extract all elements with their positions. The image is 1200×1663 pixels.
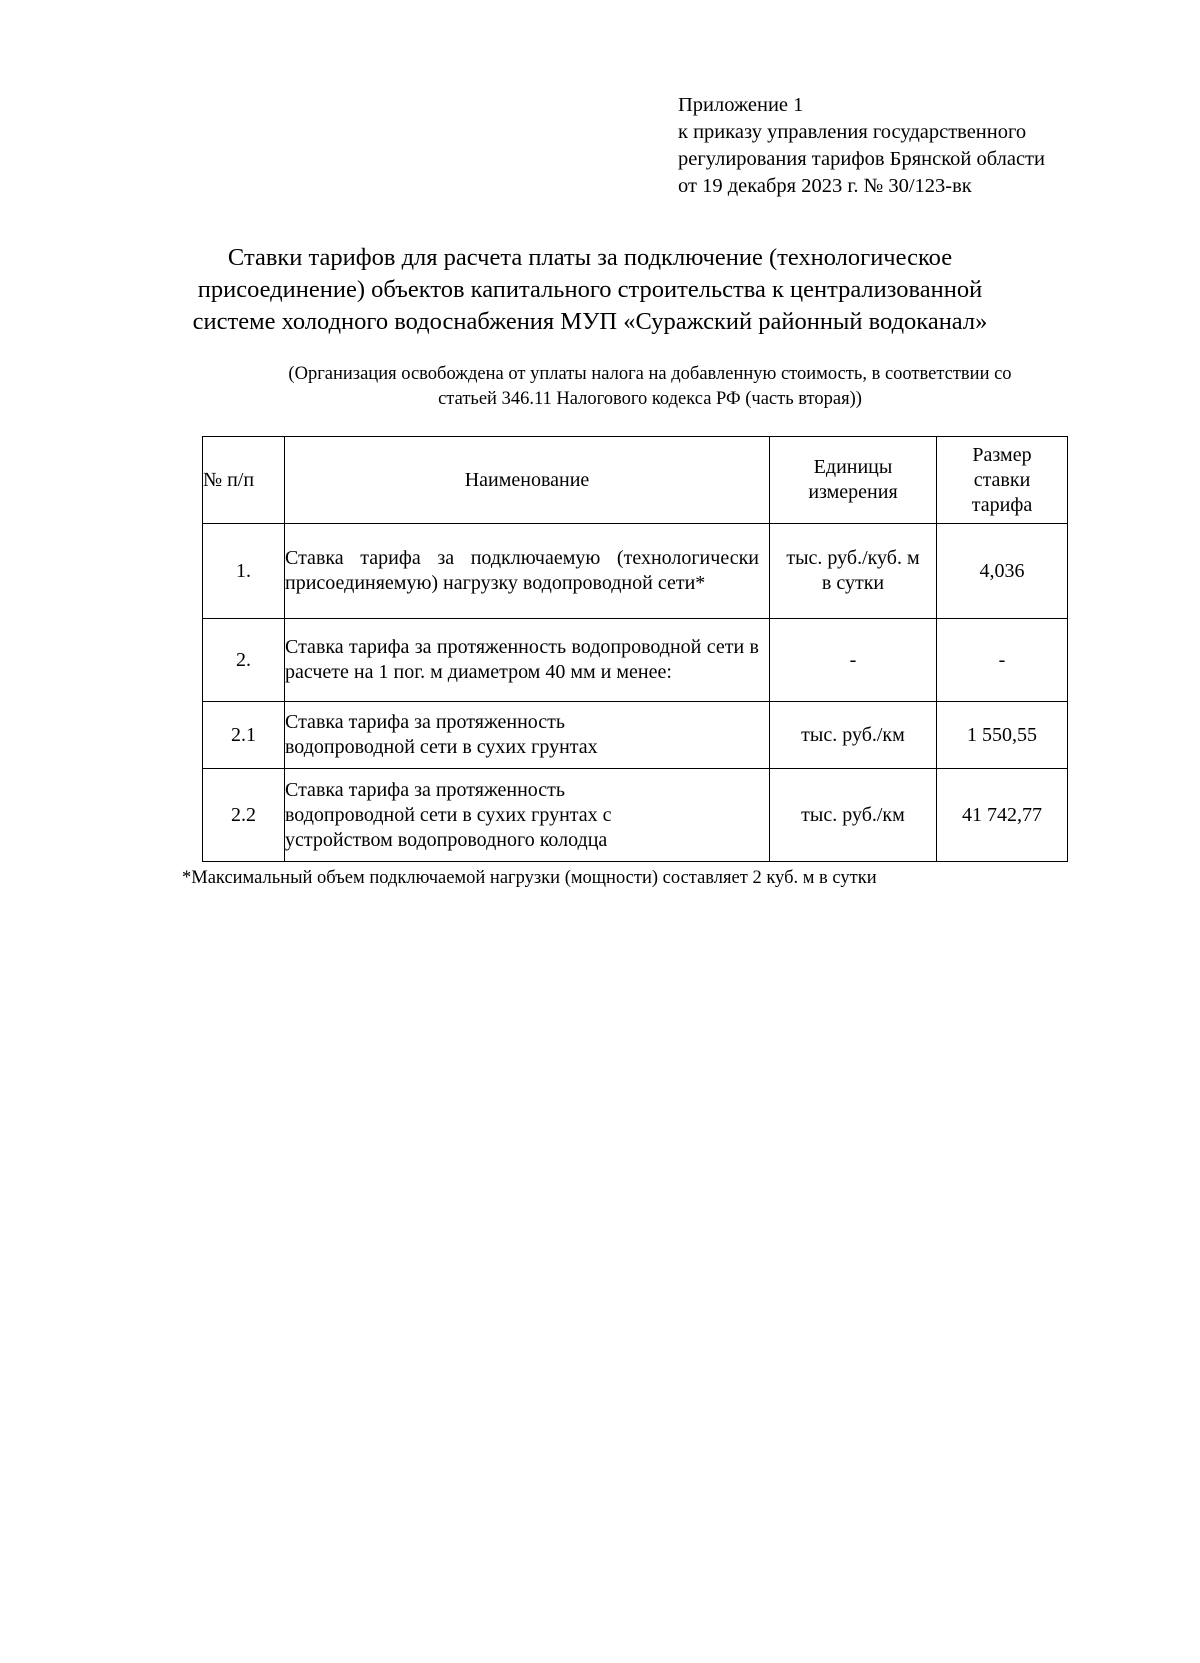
table-header-row [203,437,1068,524]
row-name-line-2: водопроводной сети в сухих грунтах [285,736,598,758]
table-row [203,524,1068,619]
header-value-line-1: Размер [972,443,1032,466]
row-unit: тыс. руб./км [770,702,937,769]
row-name-line-3: устройством водопроводного колодца [285,828,608,851]
title-line-3: системе холодного водоснабжения МУП «Суражский районный водоканал» [192,308,988,335]
row-unit-line-2: в сутки [821,572,885,594]
row-unit [770,524,937,619]
header-value [937,437,1068,524]
row-unit: - [770,619,937,702]
title-line-1: Ставки тарифов для расчета платы за подключение (технологическое [227,244,953,271]
row-name-line-1: Ставка тарифа за протяженность [285,711,566,733]
row-name [285,702,770,769]
table-row [203,769,1068,862]
table-row [203,702,1068,769]
row-value: 4,036 [937,524,1068,619]
appendix-line-3: регулирования тарифов Брянской области [678,148,1045,170]
row-unit: тыс. руб./км [770,769,937,862]
row-value: 1 550,55 [937,702,1068,769]
vat-note-line-1: (Организация освобождена от уплаты налога на добавленную стоимость, в соответствии со [288,364,1012,384]
row-num: 2.2 [203,769,285,862]
header-value-line-2: ставки [973,468,1031,491]
row-value: - [937,619,1068,702]
row-name: Ставка тарифа за протяженность водопроводной сети в расчете на 1 пог. м диаметром 40 мм и менее: [285,619,770,702]
title-line-2: присоединение) объектов капитального строительства к централизованной [197,276,983,303]
row-value: 41 742,77 [937,769,1068,862]
appendix-line-4: от 19 декабря 2023 г. № 30/123-вк [678,175,972,197]
table-row [203,619,1068,702]
vat-note [230,362,1070,412]
footnote: *Максимальный объем подключаемой нагрузки (мощности) составляет 2 куб. м в сутки [182,868,877,888]
row-name-line-2: водопроводной сети в сухих грунтах с [285,803,612,826]
row-num: 1. [203,524,285,619]
appendix-line-1: Приложение 1 [678,94,804,116]
row-name-line-1: Ставка тарифа за протяженность [285,778,566,801]
row-name: Ставка тарифа за подключаемую (технологически присоединяемую) нагрузку водопроводной сети* [285,524,770,619]
header-unit-line-2: измерения [808,481,898,503]
header-unit [770,437,937,524]
appendix-line-2: к приказу управления государственного [678,121,1027,143]
header-value-line-3: тарифа [971,493,1033,516]
header-name: Наименование [285,437,770,524]
document-title [150,242,1030,338]
row-unit-line-1: тыс. руб./куб. м [786,547,920,569]
header-unit-line-1: Единицы [813,456,893,478]
header-num: № п/п [203,437,285,524]
row-num: 2.1 [203,702,285,769]
row-name [285,769,770,862]
appendix-header [678,92,1148,200]
tariff-table [202,436,1068,862]
vat-note-line-2: статьей 346.11 Налогового кодекса РФ (часть вторая)) [438,389,862,409]
row-num: 2. [203,619,285,702]
